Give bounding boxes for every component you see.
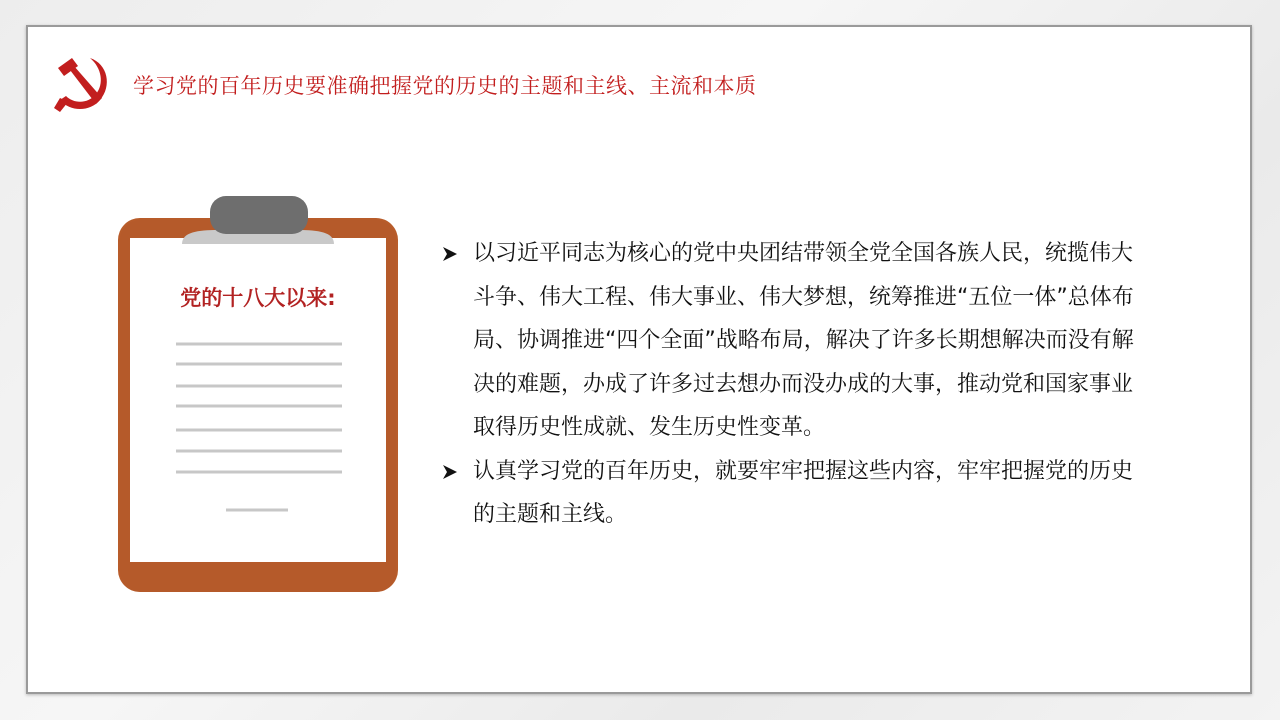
bullet-text: 以习近平同志为核心的党中央团结带领全党全国各族人民，统揽伟大斗争、伟大工程、伟大事业、伟大梦想，统筹推进“五位一体”总体布局、协调推进“四个全面”战略布局，解决了许多长期想解决而没有解决的难题，办成了许多过去想办而没办成的大事，推动党和国家事业取得历史性成就、发生历史性变革。: [473, 241, 1134, 440]
bullet-list: [442, 232, 1148, 537]
hammer-sickle-icon: [50, 52, 114, 116]
arrow-bullet-icon: [442, 246, 458, 262]
bullet-text: 认真学习党的百年历史，就要牢牢把握这些内容，牢牢把握党的历史的主题和主线。: [473, 458, 1134, 527]
clipboard-icon: [118, 194, 398, 594]
bullet-item: [442, 450, 1148, 537]
slide-title: 学习党的百年历史要准确把握党的历史的主题和主线、主流和本质: [133, 74, 757, 98]
clipboard-heading: 党的十八大以来:: [180, 286, 336, 310]
bullet-item: [442, 232, 1148, 450]
arrow-bullet-icon: [442, 464, 458, 480]
